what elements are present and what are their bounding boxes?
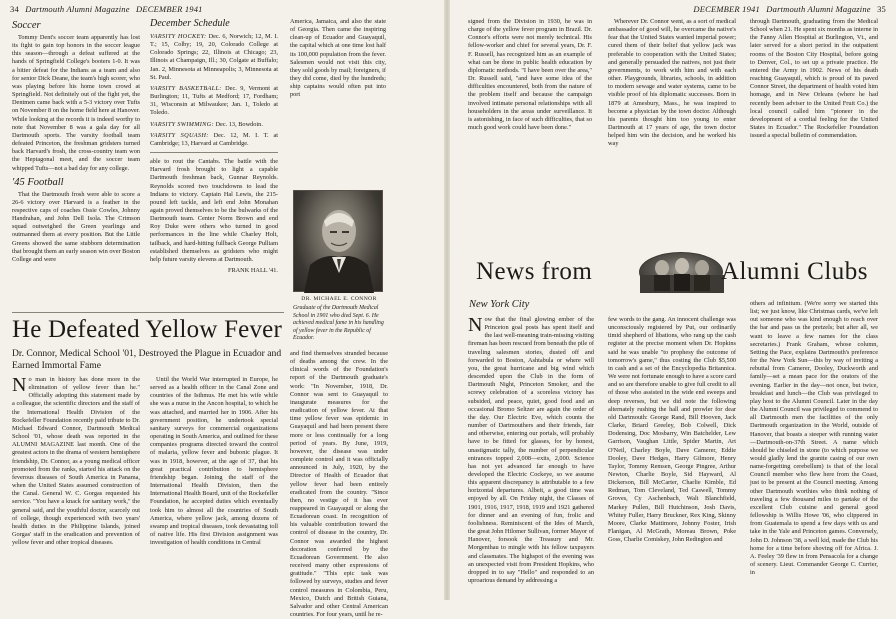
left-column-1 xyxy=(12,18,140,310)
schedule-item xyxy=(150,33,278,82)
right-page xyxy=(450,0,896,600)
article-column-1 xyxy=(12,376,140,598)
article-headline: He Defeated Yellow Fever xyxy=(12,316,282,343)
schedule-item xyxy=(150,85,278,118)
article-column-3 xyxy=(290,350,388,618)
football45-heading: '45 Football xyxy=(12,176,64,188)
soccer-heading: Soccer xyxy=(12,20,41,31)
schedule-heading: December Schedule xyxy=(150,18,230,29)
right-top-column-2 xyxy=(608,18,736,146)
right-top-column-3 xyxy=(750,18,878,146)
left-page-number: 34 xyxy=(10,4,19,14)
right-top-column-1 xyxy=(468,18,592,146)
headline-rule xyxy=(12,312,284,313)
article-column-2 xyxy=(150,376,278,598)
banner-photo-scene xyxy=(640,253,724,293)
clubs-column-1 xyxy=(468,316,594,598)
schedule-item-text: Dec. 9, Vermont at Burlington; 11, Tufts at Medford; 17, Fordham; 31, Wisconsin at Milwaukee; Jan. 1, Toledo at Toledo. xyxy=(150,84,278,117)
schedule-item-text: Dec. 6, Norwich; 12, M. I. T.; 15, Colby; 19, 20, Colorado College at Colorado Springs; 22, Illinois at Chicago; 23, Illinois at Champaign, Ill.; 30, Colgate at Buffalo; Jan. 2, Minnesota at Minneapolis; 3, Minnesota at St. Paul. xyxy=(150,33,278,81)
right-page-number: 35 xyxy=(877,4,886,14)
clubs-column-2 xyxy=(608,316,736,598)
clubs-dropcap: N xyxy=(468,314,483,336)
article-col2-text: Until the World War interrupted in Europe, he served as a health officer in the Canal Zone and countries of the Isthmus. He met his wife while she was a nurse in the Ancon hospital, to which he was attached, and married her in 1906. After his government position, he undertook special sanitary surveys for commercial organizations operating in South America, and outlined for these companies programs directed toward the control of malaria, yellow fever and bubonic plague. It was in 1918, however, at the age of 37, that his great practical contribution to hemisphere friendship began. Joining the staff of the International Health Division, then the International Health Board, unit of the Rockefeller Foundation, he accepted duties which eventually took him to almost all the countries of South America, where yellow jack, among dozens of swamp and tropical diseases, took devastating toll of native life. His first Division assignment was investigation of health conditions in Central xyxy=(150,376,278,547)
photo-caption xyxy=(293,296,385,342)
left-page xyxy=(0,0,444,618)
schedule-item xyxy=(150,132,278,148)
left-magazine-name: Dartmouth Alumni Magazine xyxy=(25,4,130,14)
connor-continued-text-1: signed from the Division in 1930, he was in charge of the yellow fever program in Brazil. Dr. Connor's efforts were not merely technical. His fellow-worker and chief for several years, Dr. F. F. Russell, has recognized him as an example of what can be done in public health education by diplomatic methods. "I have been over the area," Dr. Russell said, "and have some idea of the difficulties encountered, both from the nature of the problem itself and because the campaign involved intimate personal relationships with all householders in the areas under surveillance. It is astonishing, in face of such difficulties, that so much good work could have been done." xyxy=(468,18,592,132)
photo-caption-name: DR. MICHAEL E. CONNOR xyxy=(301,296,377,302)
left-column-3-top xyxy=(290,18,386,186)
banner-news-from: News from xyxy=(476,258,593,285)
article-col1-text: o man in history has done more in the elimination of yellow fever than he." Officially adopting this statement made by a colleague, the scientific directors and the staff of the International Health Division of the Rockefeller Foundation recently paid tribute to Dr. Michael Edward Connor, Dartmouth Medical School '01, whose death was reported in the ALUMNI MAGAZINE last month. One of the greatest actors in the drama of western hemisphere friendship, Dr. Connor, as a young medical officer promoted from the ranks, started his attack on the feverous diseases of South America in Panama, when the United States assumed construction of the Canal. General W. C. Gorgas requested his service. "You have a knack for sanitary work," the general said, and the youthful doctor, scarcely out of college, though experienced with two years' health duties in the Philippine Islands, joined Gorgas' staff in the eradication and prevention of yellow fever and other tropical diseases. xyxy=(12,376,140,547)
clubs-section-heading: New York City xyxy=(469,299,530,310)
right-magazine-name: Dartmouth Alumni Magazine xyxy=(766,4,871,14)
schedule-rule xyxy=(150,152,278,153)
schedule-item-text: Dec. 13, Bowdoin. xyxy=(215,120,263,128)
football45-continued: able to rout the Cantabs. The battle with the Harvard frosh brought to light a capable Dartmouth freshman back, Gunnar Reynolds. Reynolds scored two touchdowns to lead the Indians to victory. Captain Hal Lewis, the 215-pound left tackle, and left end John Monahan again proved themselves to be the bulwarks of the Dartmouth team. Center Norm Brown and end Roy Duke were others who turned in good performances in the line while Charley Holt, tailback, and hard-hitting fullback George Pulliam established themselves as gridsters who might help future varsity elevens at Dartmouth. xyxy=(150,158,278,263)
banner-oval-photo xyxy=(639,252,723,292)
schedule-item-label: VARSITY BASKETBALL: xyxy=(150,84,222,92)
article-signature: FRANK HALL '41. xyxy=(227,267,278,275)
schedule-item-label: VARSITY SWIMMING: xyxy=(150,120,214,128)
portrait-figure xyxy=(294,191,384,293)
connor-continued-text-2: Wherever Dr. Connor went, as a sort of medical ambassador of good will, he overcame the native's fear that the United States wanted imperial power; cured them of their belief that yellow jack was preferable to cooperation with the United States; and generally persuaded the natives, not just their governments, to work with him and with each other. Playgrounds, libraries, schools, in addition to modern sewage and water systems, came to be visible proof of his diplomatic successes. Born in 1879 at Amesbury, Mass., he was inspired to become a physician by the town doctor. Although his parents thought him too young to enter Dartmouth at 17 years of age, the town doctor helped him win the decision, and he worked his way xyxy=(608,18,736,148)
article-subhead: Dr. Connor, Medical School '01, Destroyed the Plague in Ecuador and Earned Immortal Fame xyxy=(12,348,282,371)
football45-text: That the Dartmouth frosh were able to score a 26-6 victory over Harvard is a feather in the respective caps of coaches Ossie Cowles, Johnny Handrahan, and John Dell Isola. The Crimson squad outweighed the Green yearlings and outmanned them at every position. But the Little Greens showed the same stubborn determination that brought them an early season win over Boston College and were xyxy=(12,190,141,263)
schedule-item xyxy=(150,121,278,129)
right-issue-date: DECEMBER 1941 xyxy=(693,4,760,14)
schedule-item-text: Dec. 12, M. I. T. at Cambridge; 13, Harvard at Cambridge. xyxy=(150,131,279,147)
clubs-column-3 xyxy=(750,300,878,598)
soccer-text: Tommy Dent's soccer team apparently has lost its fight to gain top honors in the soccer league this season—through a defeat suffered at the hands of Springfield College's booters 1-0. It was a bitter defeat for the Indians as a team and also for senior Dick Deane, the team's high scorer, who was playing before his home town crowd at Springfield. Not definitely out of the fight yet, the Dentmen came back with a 5-3 victory over Tufts on November 8 on the home field here at Hanover. While looking at the records it is indeed worthy to note that November 8 was a gala day for all Dartmouth sports. The varsity football team defeated Princeton, the freshman gridsters turned back Harvard's frosh, the cross-country team won the Heptagonal meet, and the soccer team whipped Tufts—not a bad day for any college. xyxy=(12,34,140,172)
clubs-col2-text: few words to the gang. An innocent challenge was unconsciously registered by Put, our ordinarily timid shepherd of libations, who rang up the cash register at the precise moment when Dr. Hopkins said he was unable "to prophesy the outcome of tomorrow's game," thus costing the Club $5,500 in cash and a set of the Encyclopedia Britannica. We were not fortunate enough to have a score card and so are therefore unable to give full credit to all of those who assisted in the wide end sweeps and deep reverses, but we did note the following alternately rushing the hall and prowler for dear old Dartmouth: George Rand, Bill Hooven, Jack Clarke, Briard Greeley, Bob Colwell, Dick Dodensing, Doc Mosbarry, Win Batchelder, Lew Garrison, Vaughan Little, Spider Martin, Art O'Neil, Charley Boyle, Dave Camerer, Eddie Dooley, Dave Hedges, Harry Gilmore, Henry Taylor, Tommy Remsen, George Pingree, Arthur Newton, Charlie Boyle, Sid Hayward, Al Dickerson, Bill McCarter, Charlie Kimble, Ed Redman, Tom Cleveland, Ted Caswell, Tommy Groves, Cy Aschenbach, Walt Blanchfield, Markey Pullen, Bill Hutchinson, Josh Davis, Whitey Fuller, Harry Bruckner, Rex King, Skinny Moore, Clarke Mattimore, Johnny Foster, Irish Flanigan, Al McGrath, Moreau Brown, Poke Goss, Charlie Comiskey, John Redington and xyxy=(608,316,736,544)
left-running-head xyxy=(6,4,203,14)
banner-alumni-clubs: Alumni Clubs xyxy=(721,258,868,285)
connor-continued-text-3: through Dartmouth, graduating from the Medical School when 21. He spent six months as interne in the Fanny Allen Hospital at Burlington, Vt., and later served for a short period in the outpatient rooms of the Boston City Hospital, before going to Denver, Col., to set up a private practice. He entered the Army in 1902. News of his death reaching Guayaquil, which is proud of its paved Connor Street, the department of health voted him homage, and in New Orleans (where he had recently been adviser to the United Fruit Co.) the local council called him "pioneer in the development of a cordial feeling for the United States in Ecuador." The Rockefeller Foundation issued a special bulletin of commendation. xyxy=(750,18,878,140)
article-dropcap: N xyxy=(12,374,27,396)
left-issue-date: DECEMBER 1941 xyxy=(136,4,203,14)
connor-article-intro-text: America, Jamaica, and also the state of Georgia. Then came the inspiring clean-up of Ecuador and Guayaquil, the capital which at one time lost half its 100,000 population from the fever. Salesmen would not visit this city, they sold goods by mail; foreigners, if they did come, died by the hundreds; ship captains would often put into port xyxy=(290,18,387,99)
schedule-item-label: VARSITY HOCKEY: xyxy=(150,33,207,40)
schedule-item-label: VARSITY SQUASH: xyxy=(150,131,209,139)
left-column-2 xyxy=(150,18,278,310)
clubs-col1-text: ow that the final glowing ember of the Princeton goal posts has spent itself and the last well-meaning train-missing visiting fireman has been rescued from beneath the pile of traveling salesmen stories, dusted off and forwarded to Boston, Ashtabula or where will you, the great hurricane and big wind which descended upon the Club in the form of Dartmouth Night, Princeton Smoker, and the screwy celebration of a scoreless victory has subsided, and peace, quiet, good food and an occasional Bromo Seltzer are again the order of the day. Our Electric Eve, which counts the number of Dartmouthers and their friends, fair and otherwise, entering our portals, will probably have to be fitted for glasses, for by honest, unastigmatic tally, the number of perpendicular entrances topped 2,008—exits, 2,000. Science has not yet advanced far enough to have developed the Electric Cockeye, so we assume this apparent discrepancy is attributable to a few horizontal departures. Albeit, a good time was enjoyed by all. On Friday night, the Classes of 1901, 1916, 1917, 1918, 1919 and 1921 gathered for dinner and an evening of fun, frolic and foolishness. Reminiscent of the Ides of March, the great John Hilomer Sullivan, former Mayor of Hanover, forsook the Treasury and Mr. Morgenthau to mingle with his fellow taxpayers and classmates. The highspot of the evening was an unexpected visit from President Hopkins, who dropped in to say "Hello" and responded to an uproarious demand by addressing a xyxy=(468,316,594,584)
article-col3-text: and find themselves stranded because of deaths among the crew. In the clinical words of the Foundation's report of the Dartmouth graduate's work: "In November, 1918, Dr. Connor was sent to Guayaquil to inaugurate measures for the eradication of yellow fever. At that time yellow fever was epidemic in Guayaquil and had been present there more or less continually for a long period of years. By June, 1919, however, the disease was under complete control and it was officially announced in July, 1920, by the Director of Health of Ecuador that yellow fever had been entirely eradicated from the country. "Since then, no vestige of it has ever reappeared in Guayaquil or along the Ecuadorean coast. In recognition of his valuable contribution toward the control of disease in the country, Dr. Connor was awarded the highest decoration conferred by the Ecuadorean Government. He also received many other expressions of gratitude." "This epic task was followed by surveys, studies and fever control measures in Colombia, Peru, Mexico, Dutch and British Guiana, Salvador and other Central American countries. For four years, until he re- xyxy=(290,350,388,618)
clubs-col3-text: others ad infinitum. (We're sorry we started this list; we just know, like Christmas cards, we've left out someone who was kind enough to reach over the bar and pass us the pretzels; but after all, we want to leave a few names for the class secretaries.) Frank Graham, whose column, Setting the Pace, explains Dartmouth's preference for the New York Sun—this by way of inviting a rebuttal from Camerer, Dooley, Duckworth and family—set a mean pace for the orators of the evening. Earlier in the day—not once, but twice, breakfast and lunch—the Club was privileged to play host to the Alumni Council. Later in the day the Alumni Council was privileged to commend to all Dartmouth men the facilities of the only Dartmouth organization in the World, outside of Hanover, that boasts a steeper with running water—Dartmouth-on-37th Street. A name which should be chiseled in stone (to which purpose we would gladly lend the granite casing of our own name-forgetting cerebellum) is that of the local Council member who flew here from the Coast, just to be present at the Council meeting. Among other Dartmouth worthies who think nothing of traveling a few thousand miles to partake of the excellent Club cuisine and general good fellowship is Willis Howe '06, who clippered in from Guatemala to spend a few days with us and take in the Yale and Princeton games. Conversely, John D. Johnson '38, a well kid, made the Club his home for a time before shoving off for Africa. J. A. Feeley '39 flew in from Pensacola for a change of scenery. Lieut. Commander George C. Currier, in xyxy=(750,300,878,577)
portrait-photo xyxy=(293,190,383,292)
photo-caption-text: Graduate of the Dartmouth Medical School in 1901 who died Sept. 6. He achieved medical fame in his handling of yellow fever in the Republic of Ecuador. xyxy=(293,305,384,342)
right-running-head xyxy=(693,4,890,14)
